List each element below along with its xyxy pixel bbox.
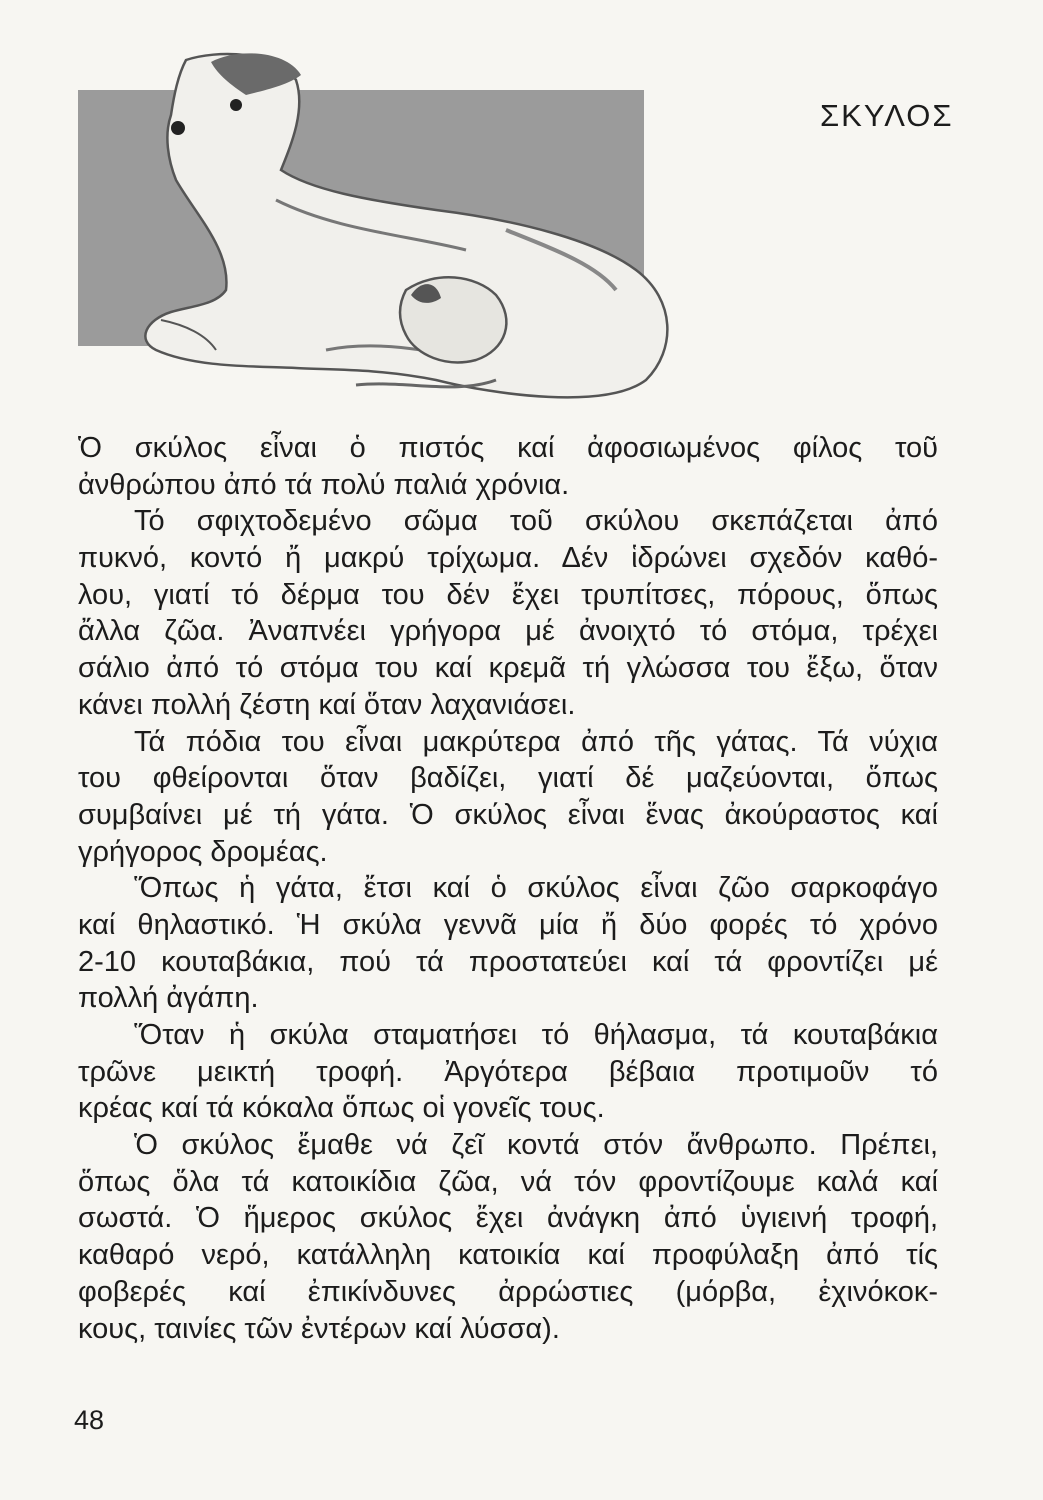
text-line: Τό σφιχτοδεμένο σῶμα τοῦ σκύλου σκεπάζεται ἀπό bbox=[134, 505, 938, 538]
page-title: ΣΚΥΛΟΣ bbox=[820, 98, 954, 133]
text-line: πολλή ἀγάπη. bbox=[78, 982, 259, 1015]
page-number: 48 bbox=[74, 1405, 105, 1435]
text-line: καθαρό νερό, κατάλληλη κατοικία καί προφύλαξη ἀπό τίς bbox=[78, 1239, 938, 1272]
text-line: Ὁ σκύλος εἶναι ὁ πιστός καί ἀφοσιωμένος φίλος τοῦ bbox=[78, 432, 938, 464]
text-line: Ὅπως ἡ γάτα, ἔτσι καί ὁ σκύλος εἶναι ζῶο σαρκοφάγο bbox=[134, 872, 938, 905]
text-line: ἀνθρώπου ἀπό τά πολύ παλιά χρόνια. bbox=[78, 468, 570, 501]
dog-nose bbox=[171, 121, 185, 135]
text-line: ἄλλα ζῶα. Ἀναπνέει γρήγορα μέ ἀνοιχτό τό στόμα, τρέχει bbox=[78, 615, 938, 648]
article-body bbox=[78, 430, 938, 1347]
text-line: Ὁ σκύλος ἔμαθε νά ζεῖ κοντά στόν ἄνθρωπο. Πρέπει, bbox=[134, 1129, 938, 1162]
text-line: τρῶνε μεικτή τροφή. Ἀργότερα βέβαια προτιμοῦν τό bbox=[78, 1055, 938, 1088]
text-line: 2-10 κουταβάκια, πού τά προστατεύει καί τά φροντίζει μέ bbox=[78, 945, 938, 978]
dog-illustration bbox=[76, 50, 716, 430]
text-line: σάλιο ἀπό τό στόμα του καί κρεμᾶ τή γλώσσα του ἔξω, ὅταν bbox=[78, 652, 938, 685]
dog-eye bbox=[230, 99, 242, 111]
text-line: συμβαίνει μέ τή γάτα. Ὁ σκύλος εἶναι ἕνας ἀκούραστος καί bbox=[78, 798, 938, 831]
text-line: λου, γιατί τό δέρμα του δέν ἔχει τρυπίτσες, πόρους, ὅπως bbox=[78, 578, 938, 611]
text-line: καί θηλαστικό. Ἡ σκύλα γεννᾶ μία ἤ δύο φορές τό χρόνο bbox=[78, 908, 938, 941]
text-line: φοβερές καί ἐπικίνδυνες ἀρρώστιες (μόρβα, ἐχινόκοκ- bbox=[78, 1275, 938, 1308]
text-line: κους, ταινίες τῶν ἐντέρων καί λύσσα). bbox=[78, 1312, 560, 1345]
text-line: πυκνό, κοντό ἤ μακρύ τρίχωμα. Δέν ἱδρώνει σχεδόν καθό- bbox=[78, 542, 938, 575]
text-line: κρέας καί τά κόκαλα ὅπως οἱ γονεῖς τους. bbox=[78, 1092, 605, 1125]
text-line: γρήγορος δρομέας. bbox=[78, 835, 328, 868]
text-line: ὅπως ὅλα τά κατοικίδια ζῶα, νά τόν φροντίζουμε καλά καί bbox=[78, 1165, 938, 1198]
text-line: του φθείρονται ὅταν βαδίζει, γιατί δέ μαζεύονται, ὅπως bbox=[78, 762, 938, 795]
text-line: Τά πόδια του εἶναι μακρύτερα ἀπό τῆς γάτας. Τά νύχια bbox=[134, 725, 938, 758]
dog-with-puppy-icon bbox=[76, 50, 716, 430]
text-line: Ὅταν ἡ σκύλα σταματήσει τό θήλασμα, τά κουταβάκια bbox=[134, 1019, 938, 1051]
text-line: σωστά. Ὁ ἥμερος σκύλος ἔχει ἀνάγκη ἀπό ὑγιεινή τροφή, bbox=[78, 1202, 938, 1235]
text-line: κάνει πολλή ζέστη καί ὅταν λαχανιάσει. bbox=[78, 688, 576, 721]
